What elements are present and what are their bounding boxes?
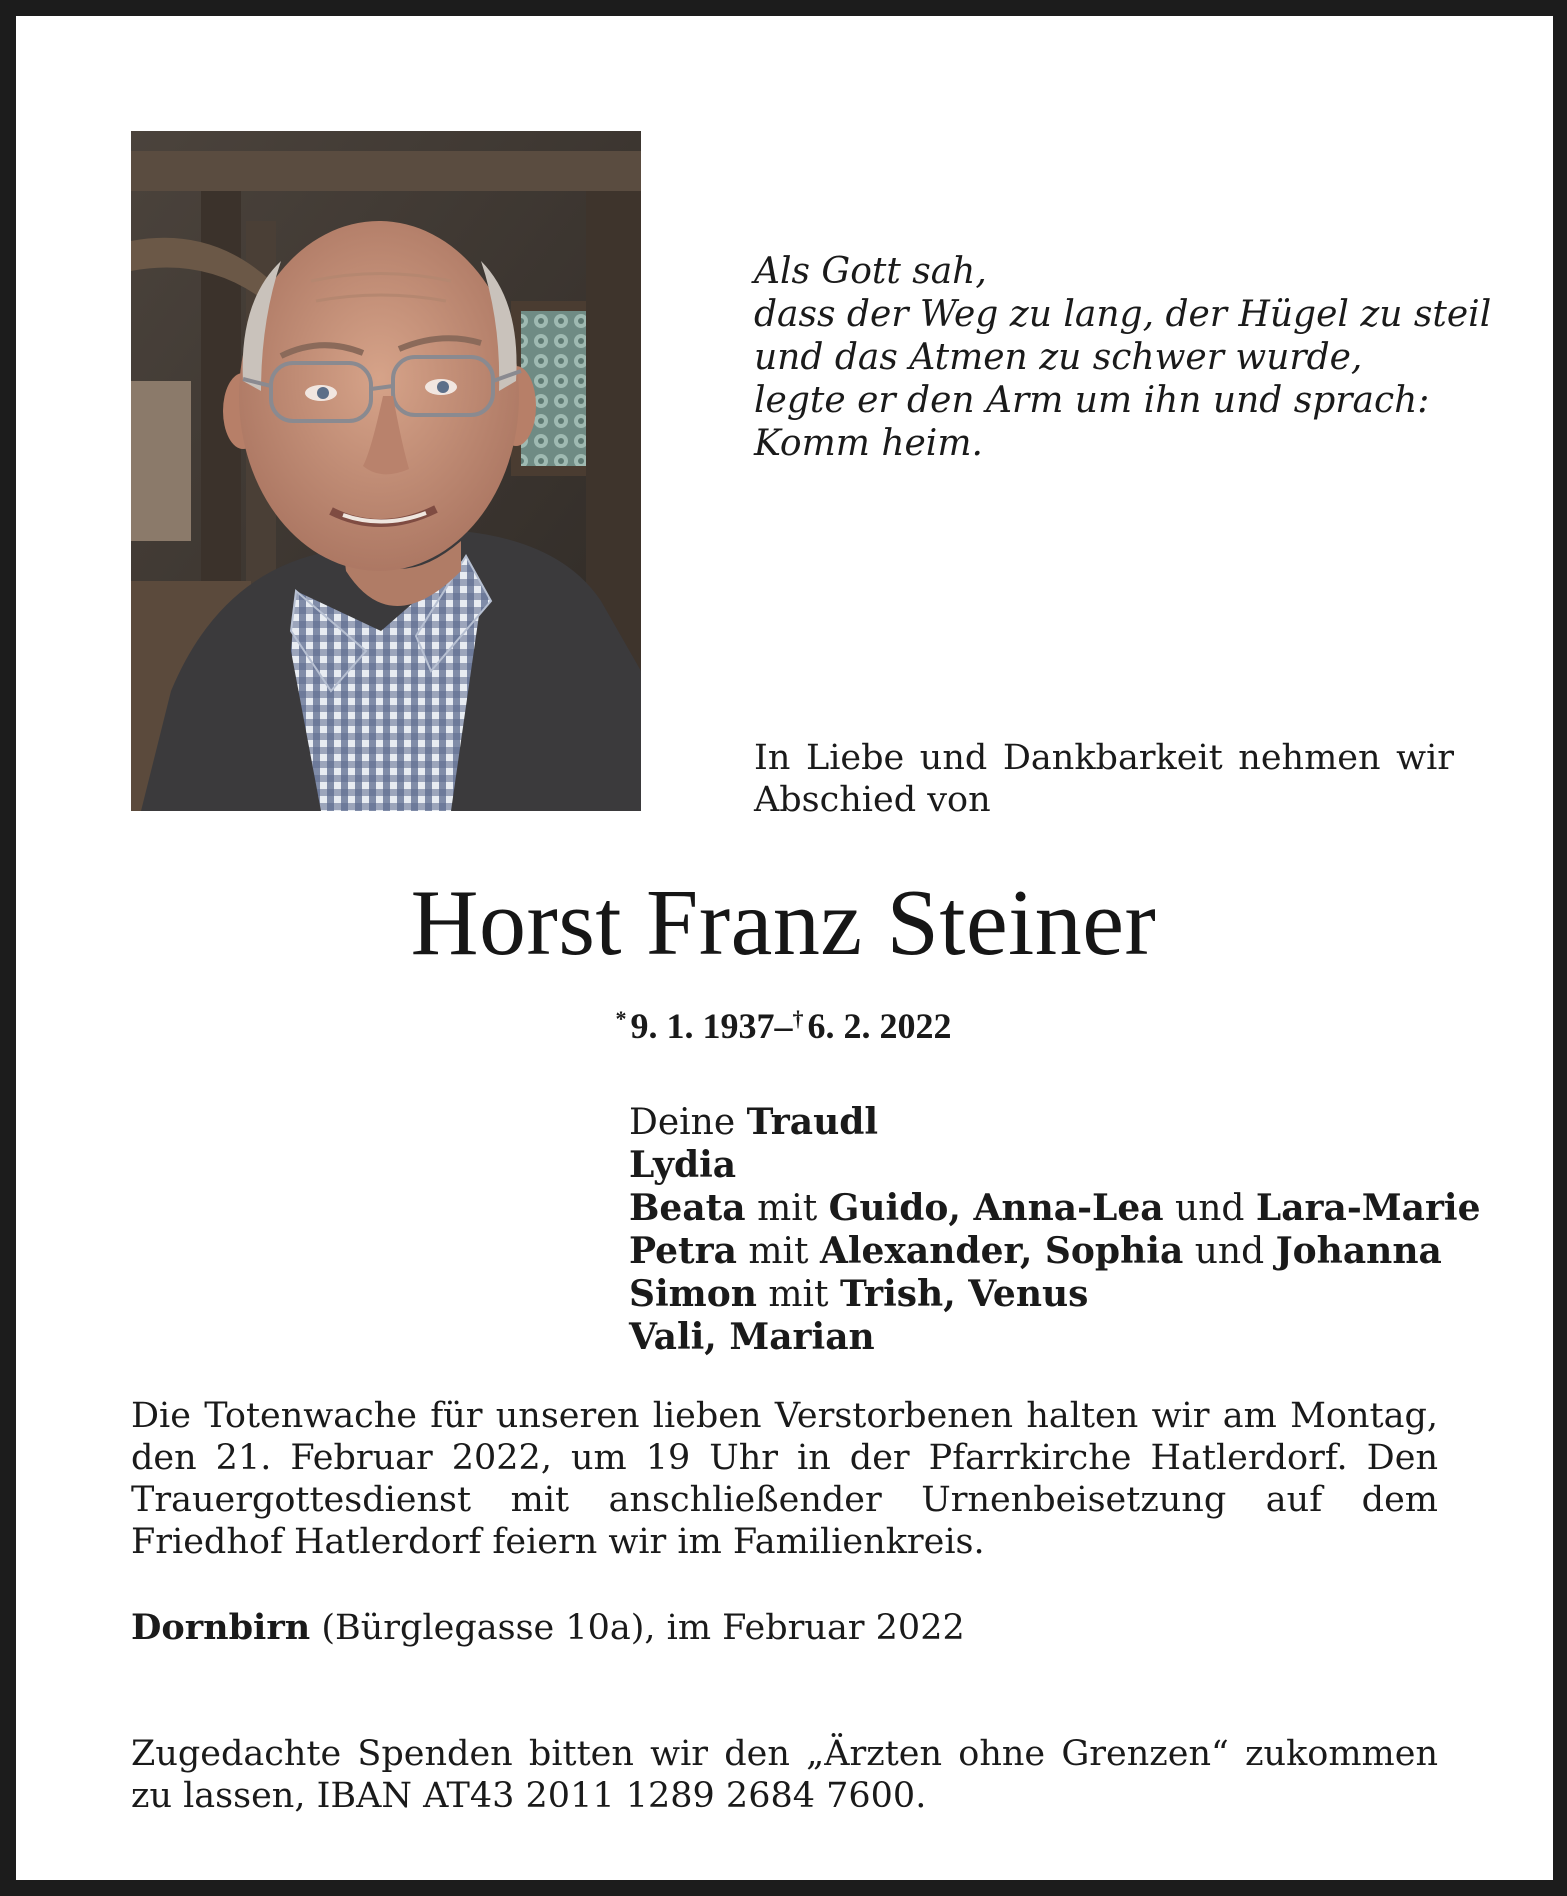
poem-line: legte er den Arm um ihn und sprach:: [754, 380, 1430, 421]
mourner-text: mit: [736, 1231, 820, 1272]
mourner-name: Beata: [629, 1187, 746, 1229]
donation-note: Zugedachte Spenden bitten wir den „Ärzten ohne Grenzen“ zukommen zu lassen, IBAN AT43 2011 1289 2684 7600.: [131, 1734, 1438, 1816]
poem: [754, 250, 1492, 465]
mourner-name: Vali, Marian: [629, 1316, 875, 1358]
mourner-name: Johanna: [1275, 1230, 1442, 1272]
place-date-line: [131, 1607, 965, 1649]
portrait-illustration: [131, 131, 641, 811]
poem-line: Komm heim.: [754, 423, 983, 464]
mourner-name: Simon: [629, 1273, 757, 1315]
poem-line: und das Atmen zu schwer wurde,: [754, 337, 1363, 378]
mourner-name: Alexander, Sophia: [819, 1230, 1184, 1272]
mourner-name: Lydia: [629, 1144, 737, 1186]
mourner-row: [629, 1144, 1481, 1187]
deceased-name: Horst Franz Steiner: [410, 871, 1157, 975]
portrait-photo: [131, 131, 641, 811]
mourner-text: mit: [745, 1188, 829, 1229]
mourner-text: Deine: [629, 1102, 747, 1143]
mourner-text: und: [1163, 1188, 1256, 1229]
poem-line: Als Gott sah,: [754, 251, 987, 292]
mourner-row: [629, 1230, 1481, 1273]
birth-date: 9. 1. 1937: [630, 1006, 775, 1046]
mourner-text: mit: [756, 1274, 840, 1315]
death-symbol: †: [792, 1006, 804, 1031]
intro-line-1: In Liebe und Dankbarkeit nehmen wir: [754, 738, 1454, 778]
mourner-row: [629, 1101, 1481, 1144]
mourner-row: [629, 1187, 1481, 1230]
poem-line: dass der Weg zu lang, der Hügel zu steil: [754, 294, 1492, 335]
mourner-name: Lara-Marie: [1255, 1187, 1481, 1229]
mourner-name: Traudl: [746, 1101, 879, 1143]
death-date: 6. 2. 2022: [807, 1006, 952, 1046]
mourners-list: [629, 1101, 1481, 1359]
place-rest: (Bürglegasse 10a), im Februar 2022: [310, 1608, 965, 1648]
birth-symbol: *: [615, 1006, 627, 1031]
mourner-name: Petra: [629, 1230, 737, 1272]
life-dates: [0, 997, 1567, 1048]
mourner-row: [629, 1316, 1481, 1359]
mourner-name: Guido, Anna-Lea: [828, 1187, 1164, 1229]
place-city: Dornbirn: [131, 1607, 311, 1648]
mourner-text: und: [1183, 1231, 1276, 1272]
wake-announcement: Die Totenwache für unseren lieben Verstorbenen halten wir am Montag, den 21. Februar 2022, um 19 Uhr in der Pfarrkirche Hatlerdorf. Den Trauergottesdienst mit anschließender Urnenbeisetzung auf dem Friedhof Hatlerdorf feiern wir im Familienkreis.: [131, 1396, 1438, 1562]
intro-line-2: Abschied von: [754, 780, 991, 820]
mourner-name: Trish, Venus: [839, 1273, 1089, 1315]
mourner-row: [629, 1273, 1481, 1316]
date-dash: –: [774, 1006, 793, 1046]
